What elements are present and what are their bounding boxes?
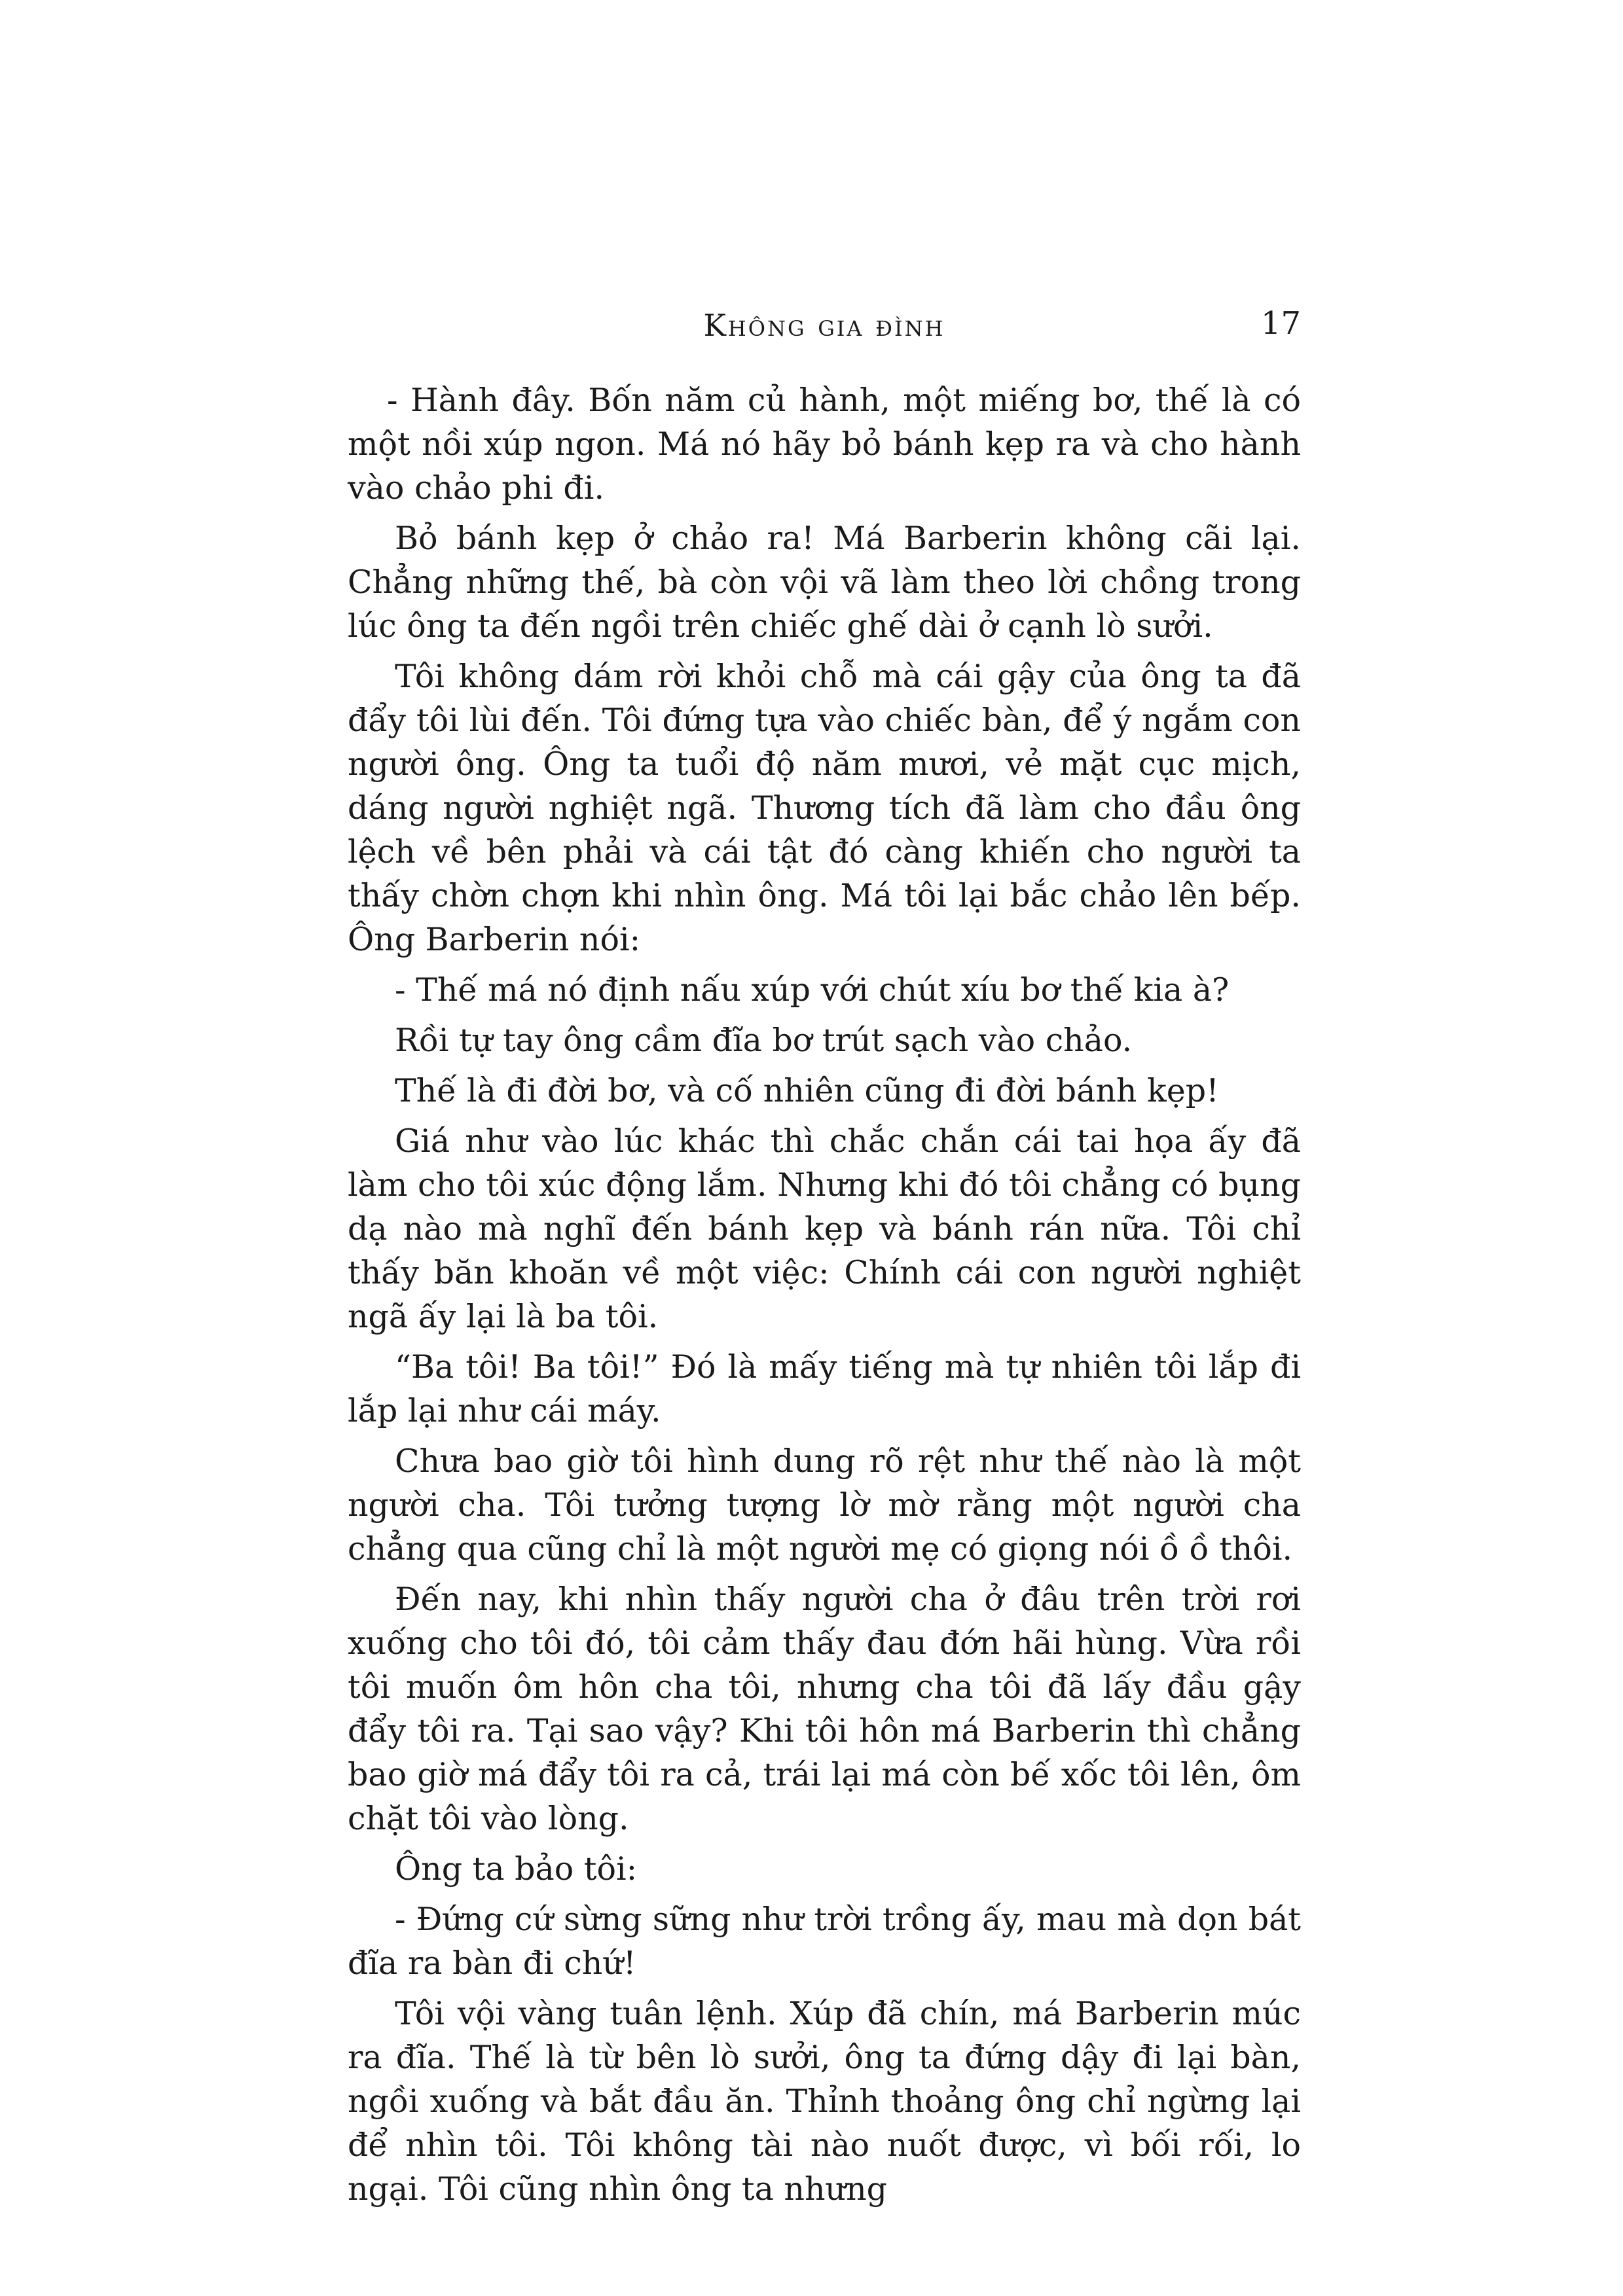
book-title: Không gia đình — [703, 308, 945, 343]
paragraph: Tôi không dám rời khỏi chỗ mà cái gậy của ông ta đã đẩy tôi lùi đến. Tôi đứng tựa vào chiếc bàn, để ý ngắm con người ông. Ông ta tuổi độ năm mươi, vẻ mặt cục mịch, dáng người nghiệt ngã. Thương tích đã làm cho đầu ông lệch về bên phải và cái tật đó càng khiến cho người ta thấy chờn chợn khi nhìn ông. Má tôi lại bắc chảo lên bếp. Ông Barberin nói: — [348, 658, 1301, 958]
paragraph: Bỏ bánh kẹp ở chảo ra! Má Barberin không cãi lại. Chẳng những thế, bà còn vội vã làm theo lời chồng trong lúc ông ta đến ngồi trên chiếc ghế dài ở cạnh lò sưởi. — [348, 520, 1301, 645]
paragraph: Chưa bao giờ tôi hình dung rõ rệt như thế nào là một người cha. Tôi tưởng tượng lờ mờ rằng một người cha chẳng qua cũng chỉ là một người mẹ có giọng nói ồ ồ thôi. — [348, 1443, 1301, 1568]
paragraph: - Thế má nó định nấu xúp với chút xíu bơ thế kia à? — [395, 971, 1230, 1009]
paragraph: Đến nay, khi nhìn thấy người cha ở đâu trên trời rơi xuống cho tôi đó, tôi cảm thấy đau đớn hãi hùng. Vừa rồi tôi muốn ôm hôn cha tôi, nhưng cha tôi đã lấy đầu gậy đẩy tôi ra. Tại sao vậy? Khi tôi hôn má Barberin thì chẳng bao giờ má đẩy tôi ra cả, trái lại má còn bế xốc tôi lên, ôm chặt tôi vào lòng. — [348, 1581, 1301, 1837]
paragraph: Tôi vội vàng tuân lệnh. Xúp đã chín, má Barberin múc ra đĩa. Thế là từ bên lò sưởi, ông ta đứng dậy đi lại bàn, ngồi xuống và bắt đầu ăn. Thỉnh thoảng ông chỉ ngừng lại để nhìn tôi. Tôi không tài nào nuốt được, vì bối rối, lo ngại. Tôi cũng nhìn ông ta nhưng — [348, 1995, 1301, 2208]
paragraph: - Đứng cứ sừng sững như trời trồng ấy, mau mà dọn bát đĩa ra bàn đi chứ! — [348, 1901, 1301, 1982]
paragraph: Giá như vào lúc khác thì chắc chắn cái tai họa ấy đã làm cho tôi xúc động lắm. Nhưng khi đó tôi chẳng có bụng dạ nào mà nghĩ đến bánh kẹp và bánh rán nữa. Tôi chỉ thấy băn khoăn về một việc: Chính cái con người nghiệt ngã ấy lại là ba tôi. — [348, 1122, 1301, 1335]
paragraph: “Ba tôi! Ba tôi!” Đó là mấy tiếng mà tự nhiên tôi lắp đi lắp lại như cái máy. — [348, 1348, 1301, 1429]
paragraph: Rồi tự tay ông cầm đĩa bơ trút sạch vào chảo. — [395, 1022, 1133, 1059]
paragraph: Ông ta bảo tôi: — [395, 1850, 638, 1888]
running-header — [348, 295, 1301, 353]
paragraph: - Hành đây. Bốn năm củ hành, một miếng bơ, thế là có một nồi xúp ngon. Má nó hãy bỏ bánh kẹp ra và cho hành vào chảo phi đi. — [348, 382, 1301, 507]
chapter-body — [348, 378, 1301, 2211]
book-page — [348, 295, 1301, 2217]
paragraph: Thế là đi đời bơ, và cố nhiên cũng đi đời bánh kẹp! — [395, 1072, 1219, 1109]
page-number: 17 — [1260, 305, 1301, 342]
